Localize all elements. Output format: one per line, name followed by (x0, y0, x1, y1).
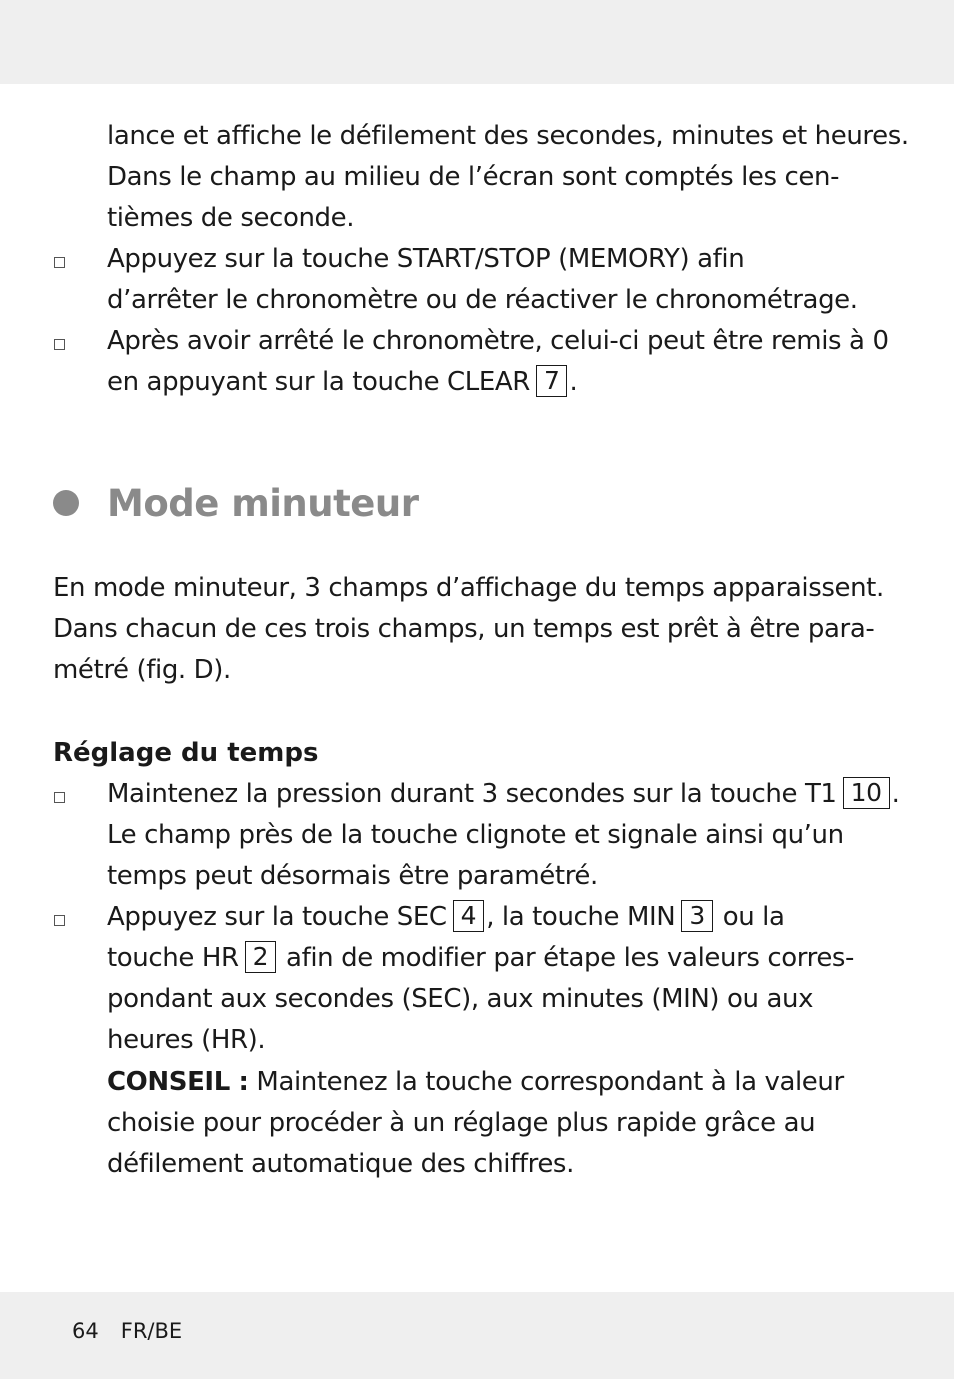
part-ref-3: 3 (681, 900, 713, 932)
bullet-d-text-c: ou la (722, 902, 785, 932)
bullet-d-text-e: afin de modifier par étape les valeurs corres- (286, 943, 855, 973)
bullet-square-icon (54, 339, 65, 350)
section-para-line-1: En mode minuteur, 3 champs d’affichage du temps apparaissent. (53, 573, 884, 603)
tip-line-1 (107, 1062, 844, 1103)
locale-label: FR/BE (120, 1319, 183, 1343)
bullet-d-line-1 (107, 897, 785, 938)
bullet-c-text: Maintenez la pression durant 3 secondes sur la touche T1 (107, 779, 837, 809)
bullet-c-line-3: temps peut désormais être paramétré. (107, 861, 598, 891)
header-band (0, 0, 954, 84)
bullet-square-icon (54, 792, 65, 803)
bullet-c-line-2: Le champ près de la touche clignote et signale ainsi qu’un (107, 820, 844, 850)
page-footer (72, 1313, 182, 1349)
section-para-line-2: Dans chacun de ces trois champs, un temps est prêt à être para- (53, 614, 875, 644)
bullet-c-end: . (891, 779, 900, 809)
page-number: 64 (72, 1319, 99, 1343)
bullet-c-line-1 (107, 774, 899, 815)
bullet-d-line-2 (107, 938, 854, 979)
intro-line-2: Dans le champ au milieu de l’écran sont comptés les cen- (107, 162, 840, 192)
tip-line-3: défilement automatique des chiffres. (107, 1149, 574, 1179)
bullet-a-line-2: d’arrêter le chronomètre ou de réactiver le chronométrage. (107, 285, 858, 315)
section-title: Mode minuteur (107, 482, 419, 525)
bullet-b-line-2 (107, 362, 577, 403)
tip-label: CONSEIL : (107, 1067, 249, 1097)
tip-line-2: choisie pour procéder à un réglage plus rapide grâce au (107, 1108, 816, 1138)
part-ref-7: 7 (536, 365, 568, 397)
subsection-heading: Réglage du temps (53, 738, 319, 768)
bullet-b-end: . (569, 367, 578, 397)
section-para-line-3: métré (fig. D). (53, 655, 231, 685)
intro-line-1: lance et affiche le défilement des secondes, minutes et heures. (107, 121, 909, 151)
intro-line-3: tièmes de seconde. (107, 203, 355, 233)
bullet-d-text-b: , la touche MIN (486, 902, 676, 932)
bullet-b-line-1: Après avoir arrêté le chronomètre, celui-ci peut être remis à 0 (107, 326, 889, 356)
bullet-square-icon (54, 915, 65, 926)
part-ref-10: 10 (843, 777, 890, 809)
bullet-d-text-a: Appuyez sur la touche SEC (107, 902, 447, 932)
part-ref-4: 4 (453, 900, 485, 932)
bullet-d-text-d: touche HR (107, 943, 239, 973)
tip-text-1: Maintenez la touche correspondant à la valeur (256, 1067, 844, 1097)
part-ref-2: 2 (245, 941, 277, 973)
bullet-square-icon (54, 257, 65, 268)
section-dot-icon (53, 490, 79, 516)
bullet-a-line-1: Appuyez sur la touche START/STOP (MEMORY) afin (107, 244, 745, 274)
bullet-d-line-3: pondant aux secondes (SEC), aux minutes (MIN) ou aux (107, 984, 814, 1014)
bullet-d-line-4: heures (HR). (107, 1025, 266, 1055)
bullet-b-text: en appuyant sur la touche CLEAR (107, 367, 530, 397)
